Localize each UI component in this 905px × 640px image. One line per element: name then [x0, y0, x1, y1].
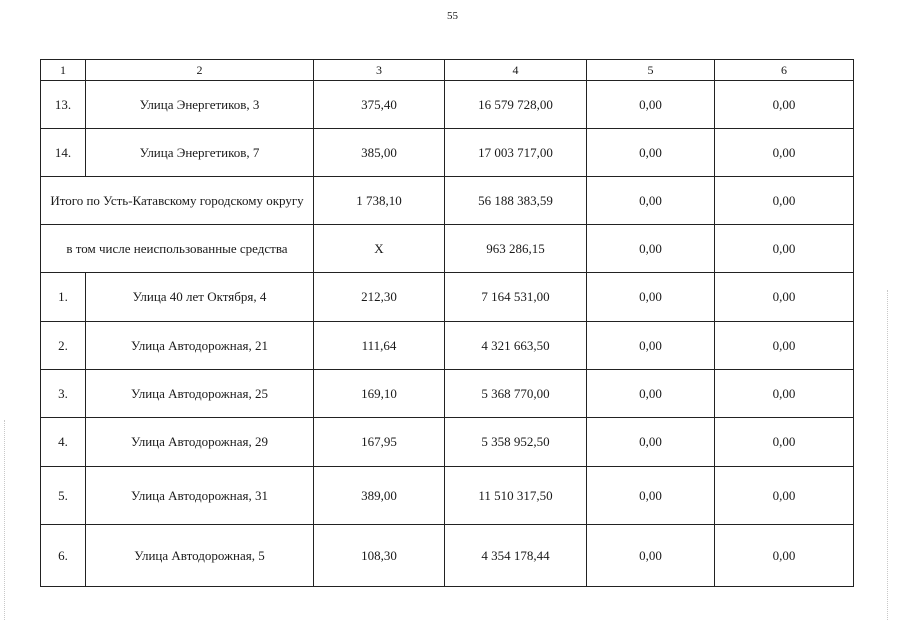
total-col6: 0,00: [715, 177, 854, 225]
table-row: [41, 273, 854, 322]
row-number: 2.: [41, 322, 86, 370]
row-col5: 0,00: [587, 525, 715, 587]
row-address: Улица Автодорожная, 5: [86, 525, 314, 587]
total-col5: 0,00: [587, 177, 715, 225]
unused-funds-row: [41, 225, 854, 273]
row-col6: 0,00: [715, 81, 854, 129]
unused-area: X: [314, 225, 445, 273]
row-col6: 0,00: [715, 370, 854, 418]
row-sum: 4 321 663,50: [445, 322, 587, 370]
row-number: 5.: [41, 467, 86, 525]
row-area: 375,40: [314, 81, 445, 129]
row-col5: 0,00: [587, 370, 715, 418]
row-area: 212,30: [314, 273, 445, 322]
row-col6: 0,00: [715, 273, 854, 322]
header-col-4: 4: [445, 60, 587, 81]
header-col-3: 3: [314, 60, 445, 81]
row-sum: 5 368 770,00: [445, 370, 587, 418]
scan-edge-artifact: [887, 290, 888, 620]
row-address: Улица Автодорожная, 21: [86, 322, 314, 370]
unused-label: в том числе неиспользованные средства: [41, 225, 314, 273]
row-address: Улица Автодорожная, 29: [86, 418, 314, 467]
total-row: [41, 177, 854, 225]
unused-col6: 0,00: [715, 225, 854, 273]
table-row: [41, 467, 854, 525]
table-row: [41, 81, 854, 129]
row-col5: 0,00: [587, 467, 715, 525]
row-address: Улица Автодорожная, 25: [86, 370, 314, 418]
row-sum: 4 354 178,44: [445, 525, 587, 587]
total-sum: 56 188 383,59: [445, 177, 587, 225]
table-row: [41, 129, 854, 177]
row-address: Улица Энергетиков, 7: [86, 129, 314, 177]
scan-edge-artifact: [4, 420, 5, 620]
row-col6: 0,00: [715, 467, 854, 525]
row-number: 14.: [41, 129, 86, 177]
total-label: Итого по Усть-Катавскому городскому округу: [41, 177, 314, 225]
row-address: Улица Энергетиков, 3: [86, 81, 314, 129]
row-number: 1.: [41, 273, 86, 322]
row-address: Улица Автодорожная, 31: [86, 467, 314, 525]
row-sum: 16 579 728,00: [445, 81, 587, 129]
data-table: [40, 59, 854, 587]
table-row: [41, 370, 854, 418]
row-col5: 0,00: [587, 81, 715, 129]
row-area: 169,10: [314, 370, 445, 418]
row-col5: 0,00: [587, 322, 715, 370]
header-col-1: 1: [41, 60, 86, 81]
row-col5: 0,00: [587, 273, 715, 322]
total-area: 1 738,10: [314, 177, 445, 225]
row-address: Улица 40 лет Октября, 4: [86, 273, 314, 322]
unused-col5: 0,00: [587, 225, 715, 273]
row-col6: 0,00: [715, 418, 854, 467]
row-area: 385,00: [314, 129, 445, 177]
header-col-5: 5: [587, 60, 715, 81]
header-col-2: 2: [86, 60, 314, 81]
row-sum: 17 003 717,00: [445, 129, 587, 177]
table-row: [41, 418, 854, 467]
row-number: 13.: [41, 81, 86, 129]
row-number: 4.: [41, 418, 86, 467]
row-sum: 5 358 952,50: [445, 418, 587, 467]
table-header-row: [41, 60, 854, 81]
page-number: 55: [447, 10, 458, 22]
row-number: 6.: [41, 525, 86, 587]
row-sum: 7 164 531,00: [445, 273, 587, 322]
row-col5: 0,00: [587, 129, 715, 177]
row-area: 111,64: [314, 322, 445, 370]
row-col6: 0,00: [715, 322, 854, 370]
row-area: 167,95: [314, 418, 445, 467]
row-col5: 0,00: [587, 418, 715, 467]
row-sum: 11 510 317,50: [445, 467, 587, 525]
row-area: 108,30: [314, 525, 445, 587]
row-col6: 0,00: [715, 129, 854, 177]
row-col6: 0,00: [715, 525, 854, 587]
row-area: 389,00: [314, 467, 445, 525]
header-col-6: 6: [715, 60, 854, 81]
table-row: [41, 525, 854, 587]
unused-sum: 963 286,15: [445, 225, 587, 273]
row-number: 3.: [41, 370, 86, 418]
table-row: [41, 322, 854, 370]
